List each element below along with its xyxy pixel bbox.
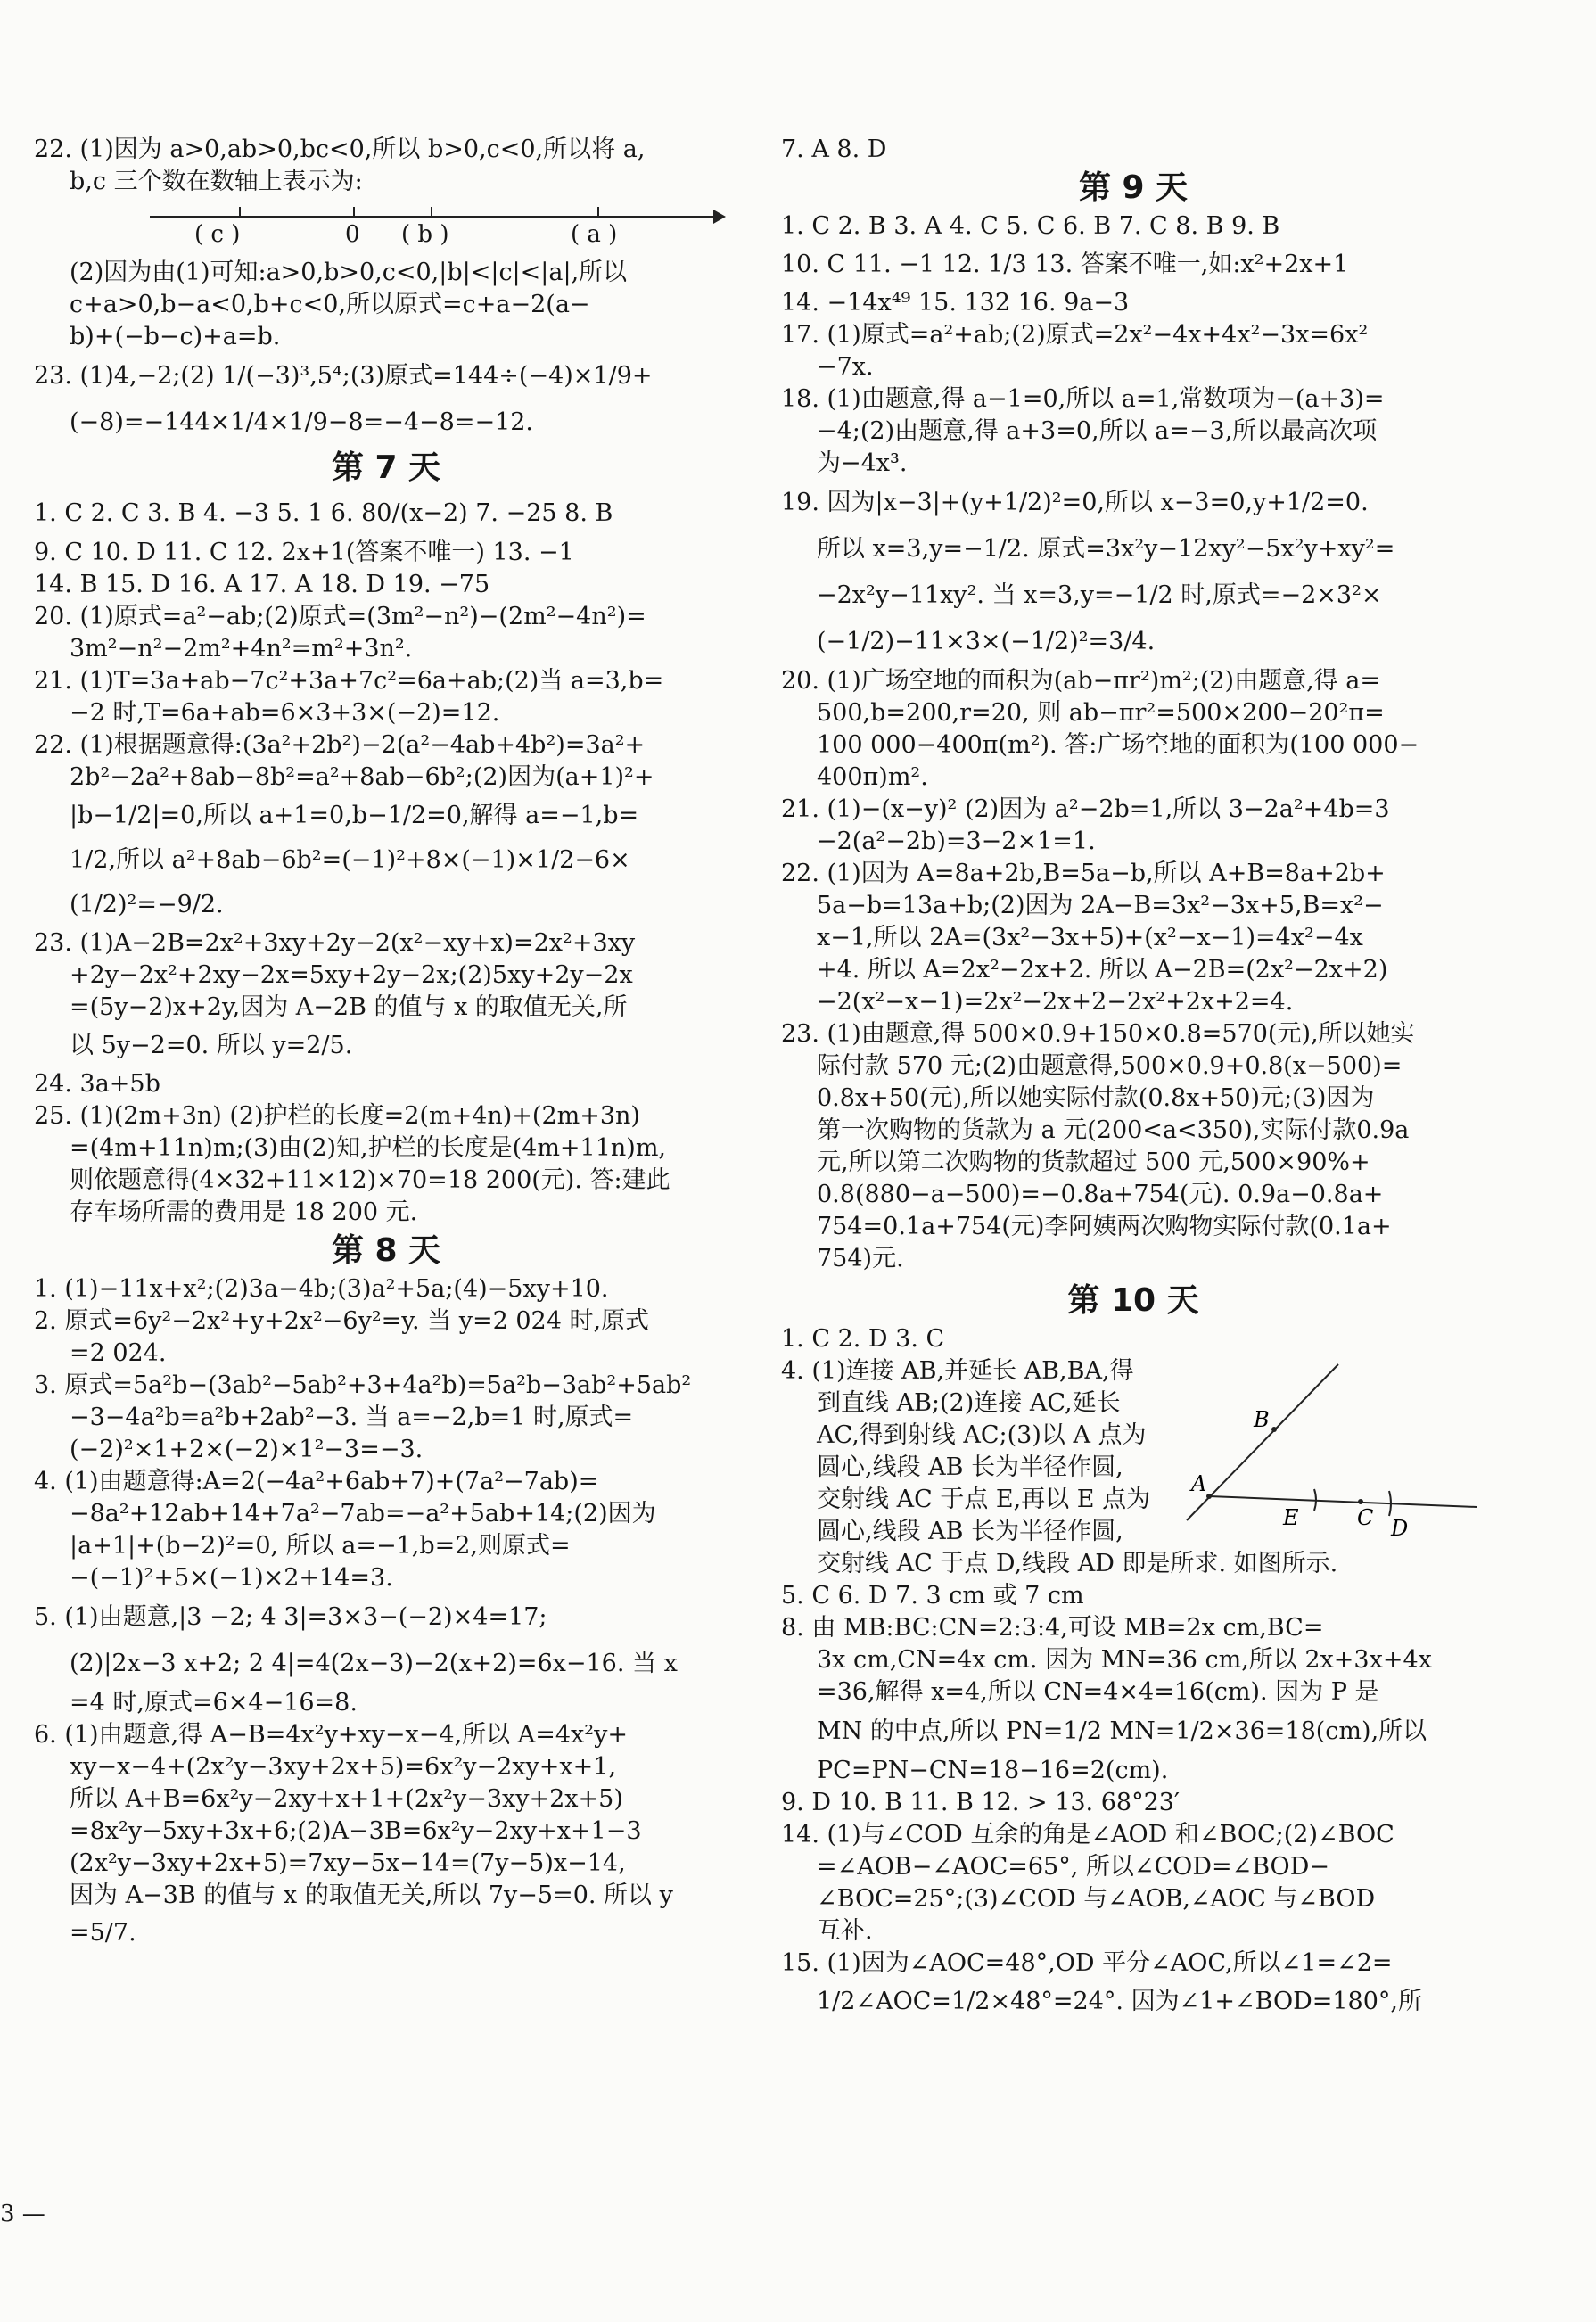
text-line: =(4m+11n)m;(3)由(2)知,护栏的长度是(4m+11n)m, (70, 1134, 667, 1162)
text-line: 25. (1)(2m+3n) (2)护栏的长度=2(m+4n)+(2m+3n) (34, 1102, 640, 1130)
text-line: (−8)=−144×1/4×1/9−8=−4−8=−12. (70, 408, 534, 436)
text-line: 因为 A−3B 的值与 x 的取值无关,所以 7y−5=0. 所以 y (70, 1881, 673, 1909)
text-line: (2x²y−3xy+2x+5)=7xy−5x−14=(7y−5)x−14, (70, 1849, 626, 1877)
left-column (34, 134, 738, 1955)
right-column (781, 134, 1485, 2024)
text-line: 17. (1)原式=a²+ab;(2)原式=2x²−4x+4x²−3x=6x² (781, 321, 1369, 349)
text-line: 14. −14x⁴⁹ 15. 132 16. 9a−3 (781, 289, 1130, 317)
tick-b (431, 207, 432, 216)
text-line: (2)因为由(1)可知:a>0,b>0,c<0,|b|<|c|<|a|,所以 (70, 259, 628, 286)
text-line: 3m²−n²−2m²+4n²=m²+3n². (70, 635, 413, 663)
text-line: =8x²y−5xy+3x+6;(2)A−3B=6x²y−2xy+x+1−3 (70, 1817, 642, 1845)
text-line: 4. (1)连接 AB,并延长 AB,BA,得 (781, 1357, 1134, 1385)
text-line: b,c 三个数在数轴上表示为: (70, 168, 363, 195)
text-line: 1. C 2. D 3. C (781, 1325, 945, 1353)
text-line: 1/2,所以 a²+8ab−6b²=(−1)²+8×(−1)×1/2−6× (70, 846, 630, 874)
text-line: 第一次购物的货款为 a 元(200<a<350),实际付款0.9a (817, 1116, 1410, 1144)
text-line: (2)|2x−3 x+2; 2 4|=4(2x−3)−2(x+2)=6x−16. 当 x (70, 1650, 678, 1677)
text-line: +2y−2x²+2xy−2x=5xy+2y−2x;(2)5xy+2y−2x (70, 961, 633, 989)
text-line: x−1,所以 2A=(3x²−3x+5)+(x²−x−1)=4x²−4x (817, 924, 1363, 951)
text-line: 所以 A+B=6x²y−2xy+x+1+(2x²y−3xy+2x+5) (70, 1785, 623, 1813)
text-line: 6. (1)由题意,得 A−B=4x²y+xy−x−4,所以 A=4x²y+ (34, 1721, 628, 1749)
text-line: −4;(2)由题意,得 a+3=0,所以 a=−3,所以最高次项 (817, 417, 1378, 445)
text-line: 9. D 10. B 11. B 12. > 13. 68°23′ (781, 1789, 1181, 1816)
text-line: 22. (1)根据题意得:(3a²+2b²)−2(a²−4ab+4b²)=3a²+ (34, 731, 646, 759)
text-line: 互补. (817, 1917, 873, 1945)
text-line: c+a>0,b−a<0,b+c<0,所以原式=c+a−2(a− (70, 291, 590, 318)
text-line: =(5y−2)x+2y,因为 A−2B 的值与 x 的取值无关,所 (70, 993, 628, 1021)
text-line: ∠BOC=25°;(3)∠COD 与∠AOB,∠AOC 与∠BOD (817, 1885, 1376, 1913)
day-heading-7: 第 7 天 (331, 449, 441, 486)
point-a (1206, 1494, 1212, 1499)
text-line: −2(x²−x−1)=2x²−2x+2−2x²+2x+2=4. (817, 988, 1294, 1016)
text-line: 754)元. (817, 1245, 904, 1272)
text-line: 2b²−2a²+8ab−8b²=a²+8ab−6b²;(2)因为(a+1)²+ (70, 763, 654, 791)
text-line: 400π)m². (817, 763, 928, 791)
text-line: 20. (1)广场空地的面积为(ab−πr²)m²;(2)由题意,得 a= (781, 667, 1380, 695)
text-line: AC,得到射线 AC;(3)以 A 点为 (817, 1421, 1147, 1449)
label-e: E (1283, 1505, 1299, 1530)
text-line: 21. (1)−(x−y)² (2)因为 a²−2b=1,所以 3−2a²+4b=3 (781, 795, 1390, 823)
text-line: 8. 由 MB:BC:CN=2:3:4,可设 MB=2x cm,BC= (781, 1614, 1324, 1642)
label-zero: 0 (345, 221, 360, 248)
text-line: 21. (1)T=3a+ab−7c²+3a+7c²=6a+ab;(2)当 a=3,b= (34, 667, 664, 695)
text-line: (−1/2)−11×3×(−1/2)²=3/4. (817, 628, 1156, 655)
text-line: (−2)²×1+2×(−2)×1²−3=−3. (70, 1436, 424, 1463)
text-line: −(−1)²+5×(−1)×2+14=3. (70, 1564, 393, 1592)
text-line: 22. (1)因为 A=8a+2b,B=5a−b,所以 A+B=8a+2b+ (781, 860, 1386, 887)
text-line: =36,解得 x=4,所以 CN=4×4=16(cm). 因为 P 是 (817, 1678, 1379, 1706)
text-line: MN 的中点,所以 PN=1/2 MN=1/2×36=18(cm),所以 (817, 1717, 1427, 1745)
text-line: 14. (1)与∠COD 互余的角是∠AOD 和∠BOC;(2)∠BOC (781, 1821, 1394, 1849)
day-heading-9: 第 9 天 (1078, 169, 1189, 206)
label-b: B (1254, 1407, 1270, 1432)
text-line: −2 时,T=6a+ab=6×3+3×(−2)=12. (70, 699, 500, 727)
text-line: −8a²+12ab+14+7a²−7ab=−a²+5ab+14;(2)因为 (70, 1500, 656, 1527)
text-line: 24. 3a+5b (34, 1070, 160, 1098)
text-line: 5. (1)由题意,|3 −2; 4 3|=3×3−(−2)×4=17; (34, 1603, 547, 1631)
text-line: 9. C 10. D 11. C 12. 2x+1(答案不唯一) 13. −1 (34, 539, 574, 566)
text-line: 4. (1)由题意得:A=2(−4a²+6ab+7)+(7a²−7ab)= (34, 1468, 599, 1495)
text-line: (1/2)²=−9/2. (70, 891, 224, 918)
text-line: =5/7. (70, 1919, 136, 1947)
text-line: =2 024. (70, 1339, 167, 1367)
text-line: 1. C 2. B 3. A 4. C 5. C 6. B 7. C 8. B 9. B (781, 212, 1280, 240)
label-a: A (1191, 1471, 1207, 1496)
text-line: =4 时,原式=6×4−16=8. (70, 1689, 358, 1717)
label-d: D (1391, 1516, 1409, 1541)
text-line: 23. (1)A−2B=2x²+3xy+2y−2(x²−xy+x)=2x²+3xy (34, 929, 636, 957)
text-line: 存车场所需的费用是 18 200 元. (70, 1198, 418, 1226)
q4-block (781, 1355, 1485, 1580)
text-line: −7x. (817, 353, 874, 381)
text-line: 际付款 570 元;(2)由题意得,500×0.9+0.8(x−500)= (817, 1052, 1403, 1080)
text-line: |b−1/2|=0,所以 a+1=0,b−1/2=0,解得 a=−1,b= (70, 802, 639, 829)
text-line: 15. (1)因为∠AOC=48°,OD 平分∠AOC,所以∠1=∠2= (781, 1949, 1393, 1977)
text-line: 3x cm,CN=4x cm. 因为 MN=36 cm,所以 2x+3x+4x (817, 1646, 1432, 1674)
text-line: 1. C 2. C 3. B 4. −3 5. 1 6. 80/(x−2) 7. −25 8. B (34, 499, 613, 527)
text-line: xy−x−4+(2x²y−3xy+2x+5)=6x²y−2xy+x+1, (70, 1753, 617, 1781)
text-line: 交射线 AC 于点 E,再以 E 点为 (817, 1486, 1151, 1513)
day-heading-8: 第 8 天 (331, 1232, 441, 1269)
text-line: 0.8x+50(元),所以她实际付款(0.8x+50)元;(3)因为 (817, 1084, 1375, 1112)
label-c: ( c ) (194, 221, 241, 248)
ray-ac (1209, 1496, 1477, 1507)
text-line: 元,所以第二次购物的货款超过 500 元,500×90%+ (817, 1149, 1370, 1176)
text-line: 交射线 AC 于点 D,线段 AD 即是所求. 如图所示. (817, 1550, 1338, 1577)
text-line: 为−4x³. (817, 449, 908, 477)
text-line: PC=PN−CN=18−16=2(cm). (817, 1757, 1169, 1784)
arrow-icon (713, 210, 726, 224)
text-line: 19. 因为|x−3|+(y+1/2)²=0,所以 x−3=0,y+1/2=0. (781, 489, 1369, 516)
text-line: 5. C 6. D 7. 3 cm 或 7 cm (781, 1582, 1084, 1610)
text-line: 1. (1)−11x+x²;(2)3a−4b;(3)a²+5a;(4)−5xy+10. (34, 1275, 609, 1303)
text-line: 7. A 8. D (781, 136, 887, 163)
text-line: 5a−b=13a+b;(2)因为 2A−B=3x²−3x+5,B=x²− (817, 892, 1384, 919)
number-line-axis (150, 216, 720, 218)
text-line: 到直线 AB;(2)连接 AC,延长 (817, 1389, 1121, 1417)
text-line: 22. (1)因为 a>0,ab>0,bc<0,所以 b>0,c<0,所以将 a, (34, 136, 646, 163)
text-line: 23. (1)由题意,得 500×0.9+150×0.8=570(元),所以她实 (781, 1020, 1415, 1048)
label-a: ( a ) (571, 221, 618, 248)
day-heading-10: 第 10 天 (1067, 1282, 1199, 1319)
tick-zero (353, 207, 355, 216)
text-line: 则依题意得(4×32+11×12)×70=18 200(元). 答:建此 (70, 1166, 670, 1194)
tick-c (239, 207, 241, 216)
text-line: 23. (1)4,−2;(2) 1/(−3)³,5⁴;(3)原式=144÷(−4)×1/9+ (34, 362, 653, 390)
text-line: −2(a²−2b)=3−2×1=1. (817, 828, 1096, 855)
text-line: 1/2∠AOC=1/2×48°=24°. 因为∠1+∠BOD=180°,所 (817, 1988, 1422, 2015)
text-line: 754=0.1a+754(元)李阿姨两次购物实际付款(0.1a+ (817, 1213, 1392, 1240)
text-line: |a+1|+(b−2)²=0, 所以 a=−1,b=2,则原式= (70, 1532, 571, 1560)
text-line: 2. 原式=6y²−2x²+y+2x²−6y²=y. 当 y=2 024 时,原式 (34, 1307, 650, 1335)
text-line: 3. 原式=5a²b−(3ab²−5ab²+3+4a²b)=5a²b−3ab²+5ab² (34, 1371, 692, 1399)
text-line: 18. (1)由题意,得 a−1=0,所以 a=1,常数项为−(a+3)= (781, 385, 1385, 413)
label-b: ( b ) (401, 221, 449, 248)
text-line: =∠AOB−∠AOC=65°, 所以∠COD=∠BOD− (817, 1853, 1329, 1881)
text-line: 14. B 15. D 16. A 17. A 18. D 19. −75 (34, 571, 490, 598)
text-line: 500,b=200,r=20, 则 ab−πr²=500×200−20²π= (817, 699, 1385, 727)
text-line: 圆心,线段 AB 长为半径作圆, (817, 1518, 1123, 1545)
text-line: 所以 x=3,y=−1/2. 原式=3x²y−12xy²−5x²y+xy²= (817, 535, 1395, 563)
label-c: C (1357, 1505, 1374, 1530)
text-line: +4. 所以 A=2x²−2x+2. 所以 A−2B=(2x²−2x+2) (817, 956, 1388, 984)
text-line: 20. (1)原式=a²−ab;(2)原式=(3m²−n²)−(2m²−4n²)= (34, 603, 646, 630)
tick-a (597, 207, 599, 216)
text-line: 0.8(880−a−500)=−0.8a+754(元). 0.9a−0.8a+ (817, 1181, 1384, 1208)
text-line: −3−4a²b=a²b+2ab²−3. 当 a=−2,b=1 时,原式= (70, 1404, 634, 1431)
geometry-figure (1182, 1355, 1490, 1543)
point-b (1271, 1427, 1277, 1432)
page-number: 3 — (0, 2201, 45, 2227)
text-line: 圆心,线段 AB 长为半径作圆, (817, 1453, 1123, 1481)
text-line: 10. C 11. −1 12. 1/3 13. 答案不唯一,如:x²+2x+1 (781, 251, 1349, 278)
text-line: 100 000−400π(m²). 答:广场空地的面积为(100 000− (817, 731, 1419, 759)
text-line: 以 5y−2=0. 所以 y=2/5. (70, 1032, 353, 1059)
number-line (34, 202, 738, 255)
text-line: −2x²y−11xy². 当 x=3,y=−1/2 时,原式=−2×3²× (817, 581, 1382, 609)
text-line: b)+(−b−c)+a=b. (70, 323, 281, 350)
point-c (1358, 1499, 1363, 1504)
